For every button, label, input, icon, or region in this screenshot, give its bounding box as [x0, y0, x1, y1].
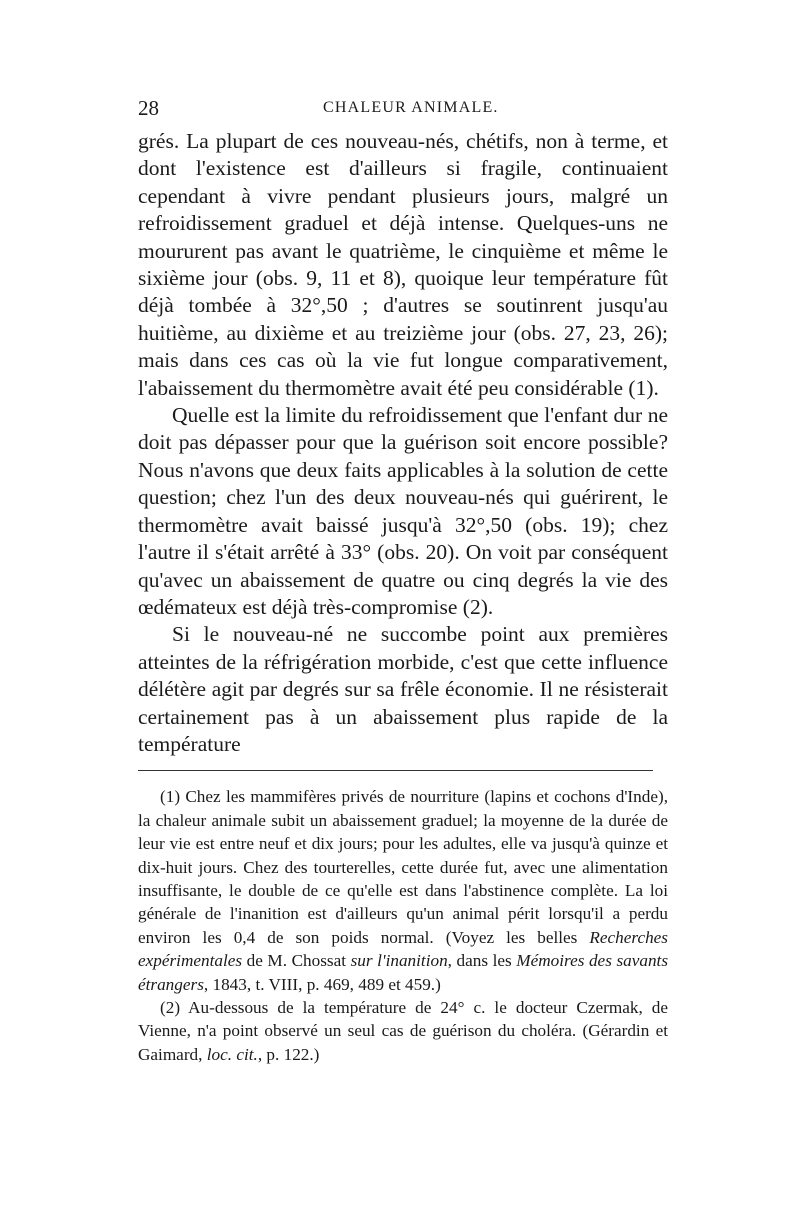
footnote-text: (1) Chez les mammifères privés de nourriture (lapins et cochons d'Inde), la chaleur animale subit un abaissement graduel; la moyenne de la durée de leur vie est entre neuf et dix jours; pour les adultes, elle va jusqu'à quinze et dix-huit jours. Chez des tourterelles, cette durée fut, avec une alimentation insuffisante, le double de ce qu'elle est dans l'abstinence complète. La loi générale de l'inanition est d'ailleurs qu'un animal périt lorsqu'il a perdu environ les 0,4 de son poids normal. (Voyez les belles	[138, 787, 668, 947]
footnote-italic: loc. cit.	[206, 1044, 258, 1064]
running-title: CHALEUR ANIMALE.	[323, 99, 499, 116]
footnote-text: , 1843, t. VIII, p. 469, 489 et 459.)	[203, 974, 441, 994]
paragraph: Si le nouveau-né ne succombe point aux premières atteintes de la réfrigération morbide, c'est que cette influence délétère agit par degrés sur sa frêle économie. Il ne résisterait certainement pas à un abaissement plus rapide de la température	[138, 622, 668, 756]
book-page	[138, 96, 668, 1066]
main-text	[138, 128, 668, 758]
footnote-italic: Mémoires des savants étrangers	[138, 951, 669, 994]
footnotes	[138, 785, 668, 1066]
footnote-1	[138, 785, 668, 996]
footnote-italic: Recherches expérimentales	[138, 927, 668, 971]
footnote-text: , dans les	[447, 951, 512, 971]
page-number: 28	[138, 96, 159, 120]
footnote-separator	[138, 770, 653, 771]
footnote-text: (2) Au-dessous de la température de 24° c. le docteur Czermak, de Vienne, n'a point observé un seul cas de guérison du choléra. (Gérardin et Gaimard,	[138, 998, 668, 1064]
footnote-italic: sur l'inanition	[350, 951, 448, 971]
page-header	[138, 96, 668, 126]
paragraph-continued: grés. La plupart de ces nouveau-nés, chétifs, non à terme, et dont l'existence est d'ailleurs si fragile, continuaient cependant à vivre pendant plusieurs jours, malgré un refroidissement graduel et déjà intense. Quelques-uns ne moururent pas avant le quatrième, le cinquième et même le sixième jour (obs. 9, 11 et 8), quoique leur température fût déjà tombée à 32°,50 ; d'autres se soutinrent jusqu'au huitième, au dixième et au treizième jour (obs. 27, 23, 26); mais dans ces cas où la vie fut longue comparativement, l'abaissement du thermomètre avait été peu considérable (1).	[138, 129, 668, 400]
footnote-text: de M. Chossat	[246, 951, 347, 971]
footnote-text: , p. 122.)	[257, 1044, 320, 1064]
footnote-2	[138, 996, 668, 1066]
paragraph: Quelle est la limite du refroidissement que l'enfant dur ne doit pas dépasser pour que la guérison soit encore possible? Nous n'avons que deux faits applicables à la solution de cette question; chez l'un des deux nouveau-nés qui guérirent, le thermomètre avait baissé jusqu'à 32°,50 (obs. 19); chez l'autre il s'était arrêté à 33° (obs. 20). On voit par conséquent qu'avec un abaissement de quatre ou cinq degrés la vie des œdémateux est déjà très-compromise (2).	[138, 403, 668, 619]
